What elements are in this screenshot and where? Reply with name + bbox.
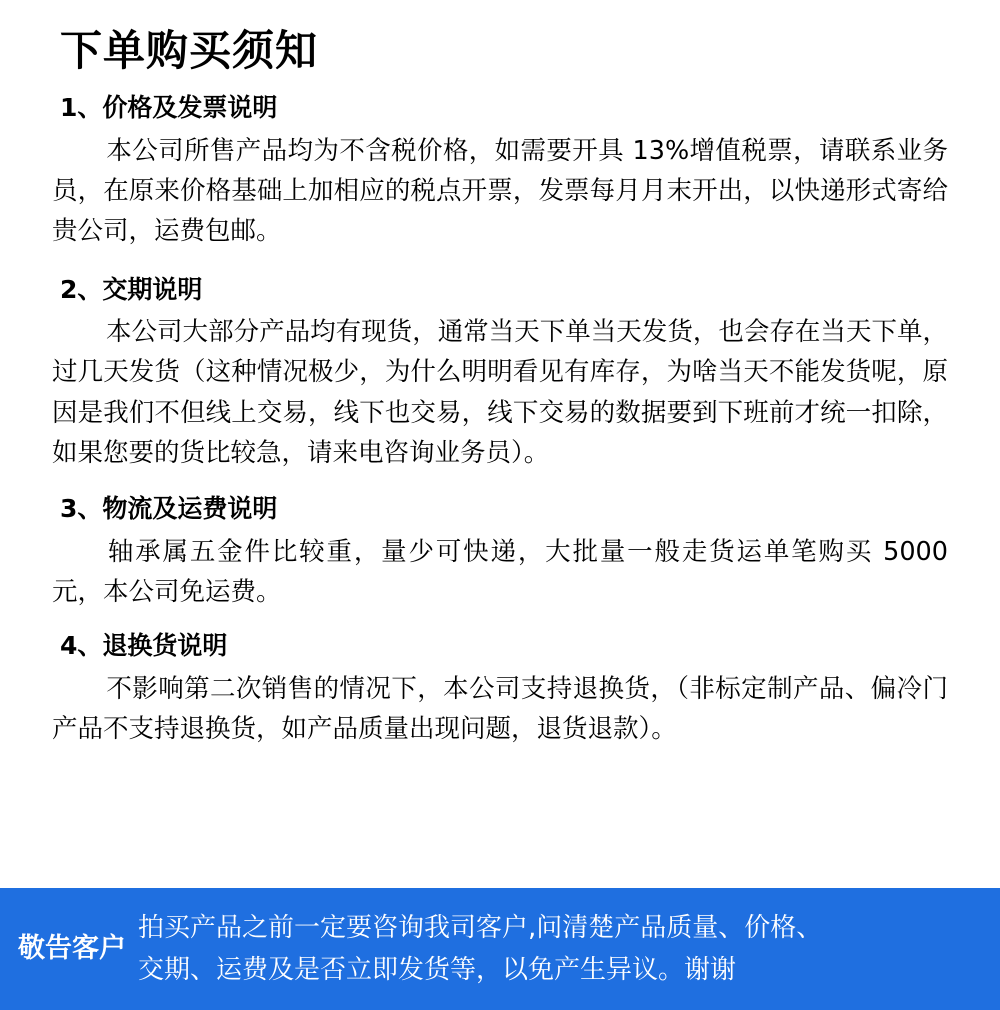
- section-heading-returns-and-exchanges: 4、退换货说明: [60, 631, 228, 661]
- section-logistics-and-freight: [52, 493, 948, 612]
- notice-banner-line-1: 拍买产品之前一定要咨询我司客户,问清楚产品质量、价格、: [138, 912, 823, 943]
- notice-banner-label: 敬告客户: [18, 932, 126, 964]
- section-delivery-time: [52, 274, 948, 474]
- section-body-text: 本公司大部分产品均有现货，通常当天下单当天发货，也会存在当天下单，过几天发货（这种情况极少，为什么明明看见有库存，为啥当天不能发货呢，原因是我们不但线上交易，线下也交易，线下交易的数据要到下班前才统一扣除，如果您要的货比较急，请来电咨询业务员）。: [52, 317, 948, 468]
- section-returns-and-exchanges: [52, 630, 948, 749]
- section-price-and-invoice: [52, 92, 948, 251]
- customer-notice-banner: [0, 888, 1000, 1010]
- section-heading-price-and-invoice: 1、价格及发票说明: [60, 93, 278, 123]
- page-title: 下单购买须知: [60, 26, 319, 75]
- section-body-returns-and-exchanges: [52, 669, 948, 750]
- section-heading-logistics-and-freight: 3、物流及运费说明: [60, 494, 278, 524]
- section-body-text: 本公司所售产品均为不含税价格，如需要开具 13%增值税票，请联系业务员，在原来价格基础上加相应的税点开票，发票每月月末开出，以快递形式寄给贵公司，运费包邮。: [52, 135, 948, 247]
- notice-banner-line-2: 交期、运费及是否立即发货等，以免产生异议。谢谢: [138, 955, 737, 985]
- section-body-price-and-invoice: [52, 131, 948, 252]
- section-body-logistics-and-freight: [52, 532, 948, 613]
- section-heading-delivery-time: 2、交期说明: [60, 274, 203, 304]
- section-body-text: 轴承属五金件比较重，量少可快递，大批量一般走货运单笔购买 5000 元，本公司免运费。: [52, 536, 948, 607]
- section-body-text: 不影响第二次销售的情况下，本公司支持退换货，（非标定制产品、偏冷门产品不支持退换货，如产品质量出现问题，退货退款）。: [52, 673, 948, 744]
- section-body-delivery-time: [52, 312, 948, 473]
- notice-banner-text: [138, 907, 1000, 991]
